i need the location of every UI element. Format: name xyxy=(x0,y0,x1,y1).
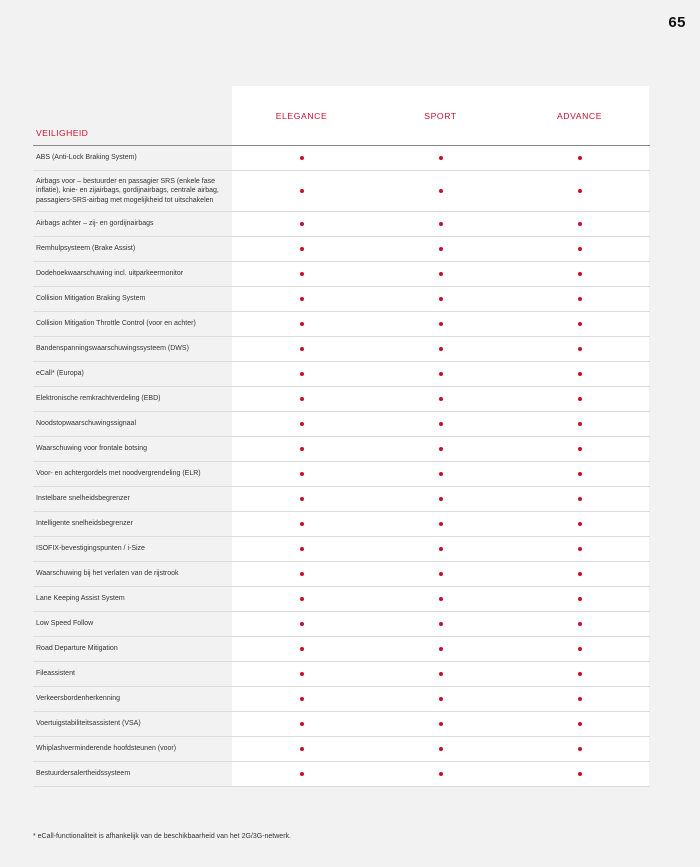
standard-dot-icon xyxy=(300,497,304,501)
standard-dot-icon xyxy=(439,222,443,226)
cell-advance xyxy=(510,437,649,461)
standard-dot-icon xyxy=(578,697,582,701)
feature-label: Bestuurdersalertheidssysteem xyxy=(36,770,131,778)
standard-dot-icon xyxy=(439,722,443,726)
cell-advance xyxy=(510,387,649,411)
cell-elegance xyxy=(232,612,371,636)
table-row xyxy=(33,287,650,312)
standard-dot-icon xyxy=(439,297,443,301)
feature-label: Noodstopwaarschuwingssignaal xyxy=(36,420,137,428)
cell-advance xyxy=(510,612,649,636)
standard-dot-icon xyxy=(578,722,582,726)
cell-advance xyxy=(510,687,649,711)
standard-dot-icon xyxy=(439,247,443,251)
cell-elegance xyxy=(232,387,371,411)
table-row xyxy=(33,462,650,487)
cell-elegance xyxy=(232,762,371,786)
standard-dot-icon xyxy=(578,597,582,601)
feature-label: Waarschuwing bij het verlaten van de rijstrook xyxy=(36,570,179,578)
page-number: 65 xyxy=(668,14,686,31)
cell-advance xyxy=(510,462,649,486)
cell-advance xyxy=(510,337,649,361)
feature-label: Airbags voor – bestuurder en passagier SRS (enkele fase inflatie), knie- en zijairbags, gordijnairbags, centrale airbag, passagiers-SRS-airbag met mogelijkheid tot uitschakelen xyxy=(36,177,219,204)
table-row xyxy=(33,512,650,537)
standard-dot-icon xyxy=(578,247,582,251)
feature-label: Airbags achter – zij- en gordijnairbags xyxy=(36,220,154,228)
cell-elegance xyxy=(232,237,371,261)
table-row xyxy=(33,171,650,212)
cell-advance xyxy=(510,262,649,286)
standard-dot-icon xyxy=(439,472,443,476)
table-row xyxy=(33,587,650,612)
cell-advance xyxy=(510,487,649,511)
cell-sport xyxy=(371,487,510,511)
cell-advance xyxy=(510,562,649,586)
standard-dot-icon xyxy=(300,297,304,301)
cell-sport xyxy=(371,146,510,170)
cell-elegance xyxy=(232,737,371,761)
standard-dot-icon xyxy=(300,597,304,601)
table-row xyxy=(33,262,650,287)
standard-dot-icon xyxy=(578,472,582,476)
standard-dot-icon xyxy=(439,622,443,626)
cell-advance xyxy=(510,146,649,170)
table-row xyxy=(33,487,650,512)
footnote: * eCall-functionaliteit is afhankelijk van de beschikbaarheid van het 2G/3G-netwerk. xyxy=(33,833,291,840)
cell-elegance xyxy=(232,262,371,286)
cell-elegance xyxy=(232,462,371,486)
cell-sport xyxy=(371,512,510,536)
standard-dot-icon xyxy=(578,747,582,751)
standard-dot-icon xyxy=(578,272,582,276)
table-row xyxy=(33,212,650,237)
standard-dot-icon xyxy=(300,247,304,251)
table-row xyxy=(33,637,650,662)
standard-dot-icon xyxy=(439,347,443,351)
standard-dot-icon xyxy=(439,772,443,776)
cell-advance xyxy=(510,362,649,386)
feature-label: Intelligente snelheidsbegrenzer xyxy=(36,520,133,528)
standard-dot-icon xyxy=(578,772,582,776)
cell-sport xyxy=(371,171,510,211)
standard-dot-icon xyxy=(300,672,304,676)
standard-dot-icon xyxy=(300,722,304,726)
standard-dot-icon xyxy=(439,647,443,651)
cell-sport xyxy=(371,387,510,411)
standard-dot-icon xyxy=(439,447,443,451)
table-row xyxy=(33,387,650,412)
standard-dot-icon xyxy=(300,222,304,226)
cell-sport xyxy=(371,587,510,611)
cell-elegance xyxy=(232,412,371,436)
feature-label: Verkeersbordenherkenning xyxy=(36,695,121,703)
cell-sport xyxy=(371,462,510,486)
feature-label: Fileassistent xyxy=(36,670,75,678)
standard-dot-icon xyxy=(300,647,304,651)
standard-dot-icon xyxy=(300,189,304,193)
cell-elegance xyxy=(232,337,371,361)
table-row xyxy=(33,337,650,362)
standard-dot-icon xyxy=(578,422,582,426)
column-header-elegance: ELEGANCE xyxy=(232,86,371,145)
standard-dot-icon xyxy=(578,572,582,576)
standard-dot-icon xyxy=(439,422,443,426)
cell-advance xyxy=(510,237,649,261)
table-row xyxy=(33,537,650,562)
standard-dot-icon xyxy=(300,747,304,751)
standard-dot-icon xyxy=(300,272,304,276)
cell-sport xyxy=(371,537,510,561)
table-row xyxy=(33,712,650,737)
table-row xyxy=(33,437,650,462)
cell-sport xyxy=(371,737,510,761)
cell-elegance xyxy=(232,512,371,536)
standard-dot-icon xyxy=(439,572,443,576)
cell-elegance xyxy=(232,562,371,586)
cell-sport xyxy=(371,362,510,386)
column-header-advance: ADVANCE xyxy=(510,86,649,145)
standard-dot-icon xyxy=(578,397,582,401)
standard-dot-icon xyxy=(578,522,582,526)
cell-elegance xyxy=(232,362,371,386)
feature-label: Collision Mitigation Braking System xyxy=(36,295,146,303)
standard-dot-icon xyxy=(439,747,443,751)
standard-dot-icon xyxy=(300,372,304,376)
table-row xyxy=(33,312,650,337)
standard-dot-icon xyxy=(300,322,304,326)
standard-dot-icon xyxy=(300,472,304,476)
cell-elegance xyxy=(232,587,371,611)
cell-elegance xyxy=(232,146,371,170)
cell-advance xyxy=(510,637,649,661)
cell-sport xyxy=(371,562,510,586)
standard-dot-icon xyxy=(439,372,443,376)
feature-label: Bandenspanningswaarschuwingssysteem (DWS) xyxy=(36,345,189,353)
standard-dot-icon xyxy=(578,322,582,326)
cell-elegance xyxy=(232,487,371,511)
feature-label: Whiplashverminderende hoofdsteunen (voor) xyxy=(36,745,177,753)
standard-dot-icon xyxy=(439,547,443,551)
table-row xyxy=(33,362,650,387)
standard-dot-icon xyxy=(578,222,582,226)
cell-sport xyxy=(371,712,510,736)
safety-spec-table xyxy=(33,86,650,787)
standard-dot-icon xyxy=(300,522,304,526)
cell-advance xyxy=(510,737,649,761)
standard-dot-icon xyxy=(300,572,304,576)
cell-elegance xyxy=(232,712,371,736)
feature-label: Instelbare snelheidsbegrenzer xyxy=(36,495,130,503)
cell-elegance xyxy=(232,437,371,461)
feature-label: Remhulpsysteem (Brake Assist) xyxy=(36,245,136,253)
table-body xyxy=(33,146,650,787)
standard-dot-icon xyxy=(439,156,443,160)
cell-sport xyxy=(371,662,510,686)
cell-sport xyxy=(371,762,510,786)
standard-dot-icon xyxy=(439,189,443,193)
standard-dot-icon xyxy=(578,622,582,626)
cell-sport xyxy=(371,287,510,311)
cell-elegance xyxy=(232,637,371,661)
cell-advance xyxy=(510,312,649,336)
standard-dot-icon xyxy=(439,597,443,601)
standard-dot-icon xyxy=(300,397,304,401)
standard-dot-icon xyxy=(300,422,304,426)
cell-elegance xyxy=(232,537,371,561)
section-label: VEILIGHEID xyxy=(36,128,89,138)
cell-sport xyxy=(371,212,510,236)
table-row xyxy=(33,687,650,712)
standard-dot-icon xyxy=(578,347,582,351)
standard-dot-icon xyxy=(578,189,582,193)
cell-elegance xyxy=(232,171,371,211)
cell-elegance xyxy=(232,212,371,236)
feature-label: Low Speed Follow xyxy=(36,620,94,628)
cell-sport xyxy=(371,412,510,436)
feature-label: Voor- en achtergordels met noodvergrendeling (ELR) xyxy=(36,470,201,478)
feature-label: ISOFIX-bevestigingspunten / i-Size xyxy=(36,545,145,553)
feature-label: Dodehoekwaarschuwing incl. uitparkeermonitor xyxy=(36,270,184,278)
standard-dot-icon xyxy=(300,156,304,160)
cell-sport xyxy=(371,612,510,636)
table-row xyxy=(33,737,650,762)
standard-dot-icon xyxy=(439,697,443,701)
table-row xyxy=(33,762,650,787)
column-header-sport: SPORT xyxy=(371,86,510,145)
feature-label: Waarschuwing voor frontale botsing xyxy=(36,445,148,453)
cell-sport xyxy=(371,312,510,336)
table-row xyxy=(33,662,650,687)
cell-sport xyxy=(371,237,510,261)
cell-advance xyxy=(510,171,649,211)
feature-label: Lane Keeping Assist System xyxy=(36,595,125,603)
cell-advance xyxy=(510,412,649,436)
cell-advance xyxy=(510,662,649,686)
standard-dot-icon xyxy=(578,156,582,160)
cell-sport xyxy=(371,262,510,286)
standard-dot-icon xyxy=(439,322,443,326)
standard-dot-icon xyxy=(439,272,443,276)
feature-label: Road Departure Mitigation xyxy=(36,645,118,653)
standard-dot-icon xyxy=(578,497,582,501)
cell-advance xyxy=(510,512,649,536)
table-row xyxy=(33,412,650,437)
cell-advance xyxy=(510,537,649,561)
cell-advance xyxy=(510,587,649,611)
feature-label: Voertuigstabiliteitsassistent (VSA) xyxy=(36,720,141,728)
cell-advance xyxy=(510,712,649,736)
feature-label: Collision Mitigation Throttle Control (voor en achter) xyxy=(36,320,196,328)
feature-label: ABS (Anti-Lock Braking System) xyxy=(36,154,137,162)
table-row xyxy=(33,146,650,171)
cell-elegance xyxy=(232,662,371,686)
standard-dot-icon xyxy=(578,647,582,651)
standard-dot-icon xyxy=(578,372,582,376)
cell-sport xyxy=(371,687,510,711)
standard-dot-icon xyxy=(300,547,304,551)
cell-elegance xyxy=(232,687,371,711)
cell-advance xyxy=(510,762,649,786)
feature-label: Elektronische remkrachtverdeling (EBD) xyxy=(36,395,161,403)
standard-dot-icon xyxy=(300,447,304,451)
cell-sport xyxy=(371,437,510,461)
standard-dot-icon xyxy=(439,497,443,501)
table-header xyxy=(33,86,650,146)
table-row xyxy=(33,237,650,262)
standard-dot-icon xyxy=(300,622,304,626)
cell-sport xyxy=(371,337,510,361)
cell-elegance xyxy=(232,287,371,311)
standard-dot-icon xyxy=(300,347,304,351)
standard-dot-icon xyxy=(578,297,582,301)
cell-advance xyxy=(510,212,649,236)
standard-dot-icon xyxy=(578,547,582,551)
standard-dot-icon xyxy=(300,697,304,701)
cell-advance xyxy=(510,287,649,311)
cell-elegance xyxy=(232,312,371,336)
standard-dot-icon xyxy=(300,772,304,776)
table-row xyxy=(33,562,650,587)
standard-dot-icon xyxy=(578,447,582,451)
feature-label: eCall* (Europa) xyxy=(36,370,84,378)
standard-dot-icon xyxy=(439,522,443,526)
standard-dot-icon xyxy=(439,672,443,676)
cell-sport xyxy=(371,637,510,661)
standard-dot-icon xyxy=(439,397,443,401)
standard-dot-icon xyxy=(578,672,582,676)
table-row xyxy=(33,612,650,637)
